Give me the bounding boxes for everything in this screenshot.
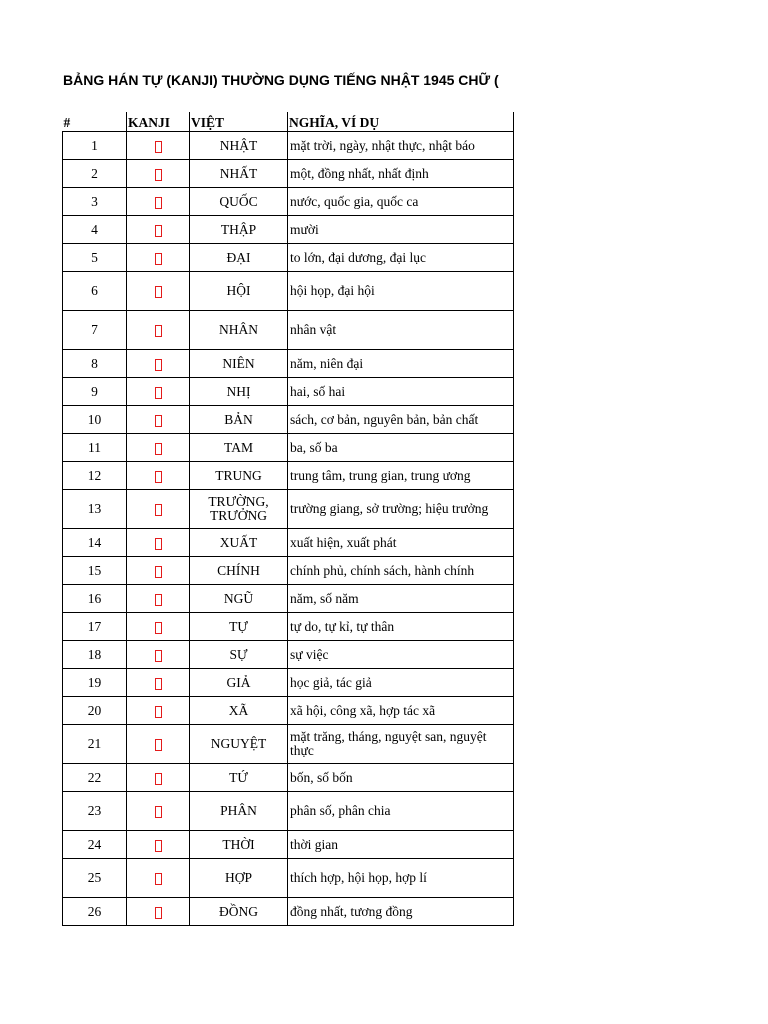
row-number: 4 [63,216,127,244]
table-row [63,792,514,831]
kanji-cell [127,585,190,613]
row-number: 19 [63,669,127,697]
row-number: 6 [63,272,127,311]
row-number: 11 [63,434,127,462]
missing-glyph-box-icon [155,141,162,153]
missing-glyph-box-icon [155,773,162,785]
missing-glyph-box-icon [155,594,162,606]
kanji-cell [127,697,190,725]
table-row [63,378,514,406]
missing-glyph-box-icon [155,873,162,885]
viet-reading: PHÂN [190,792,288,831]
meaning-example: sự việc [288,641,514,669]
kanji-cell [127,725,190,764]
meaning-example: mặt trời, ngày, nhật thực, nhật báo [288,132,514,160]
header-row [63,112,514,132]
table-row [63,244,514,272]
missing-glyph-box-icon [155,169,162,181]
missing-glyph-box-icon [155,622,162,634]
missing-glyph-box-icon [155,415,162,427]
meaning-example: hai, số hai [288,378,514,406]
meaning-example: bốn, số bốn [288,764,514,792]
kanji-cell [127,462,190,490]
meaning-example: chính phủ, chính sách, hành chính [288,557,514,585]
kanji-cell [127,831,190,859]
meaning-example: trường giang, sở trường; hiệu trưởng [288,490,514,529]
row-number: 7 [63,311,127,350]
meaning-example: nhân vật [288,311,514,350]
viet-reading: BẢN [190,406,288,434]
missing-glyph-box-icon [155,504,162,516]
viet-reading: SỰ [190,641,288,669]
table-row [63,350,514,378]
kanji-cell [127,669,190,697]
row-number: 24 [63,831,127,859]
viet-reading: TRƯỜNG, TRƯỞNG [190,490,288,529]
row-number: 26 [63,898,127,926]
missing-glyph-box-icon [155,253,162,265]
missing-glyph-box-icon [155,197,162,209]
viet-reading: HỘI [190,272,288,311]
meaning-example: sách, cơ bản, nguyên bản, bản chất [288,406,514,434]
missing-glyph-box-icon [155,325,162,337]
row-number: 21 [63,725,127,764]
meaning-example: thời gian [288,831,514,859]
title-container [63,68,513,92]
viet-reading: NGUYỆT [190,725,288,764]
row-number: 14 [63,529,127,557]
meaning-example: xuất hiện, xuất phát [288,529,514,557]
kanji-cell [127,859,190,898]
kanji-cell [127,792,190,831]
table-row [63,272,514,311]
table-row [63,641,514,669]
kanji-cell [127,613,190,641]
row-number: 3 [63,188,127,216]
kanji-cell [127,350,190,378]
kanji-cell [127,378,190,406]
meaning-example: năm, niên đại [288,350,514,378]
table-row [63,585,514,613]
viet-reading: ĐẠI [190,244,288,272]
meaning-example: trung tâm, trung gian, trung ương [288,462,514,490]
kanji-cell [127,311,190,350]
viet-reading: QUỐC [190,188,288,216]
row-number: 25 [63,859,127,898]
kanji-cell [127,641,190,669]
missing-glyph-box-icon [155,650,162,662]
missing-glyph-box-icon [155,840,162,852]
table-row [63,406,514,434]
viet-reading: CHÍNH [190,557,288,585]
header-nghia: NGHĨA, VÍ DỤ [288,112,514,132]
missing-glyph-box-icon [155,739,162,751]
kanji-cell [127,132,190,160]
missing-glyph-box-icon [155,538,162,550]
missing-glyph-box-icon [155,566,162,578]
meaning-example: một, đồng nhất, nhất định [288,160,514,188]
viet-reading: NHẤT [190,160,288,188]
table-row [63,434,514,462]
viet-reading: NHỊ [190,378,288,406]
table-row [63,697,514,725]
row-number: 13 [63,490,127,529]
kanji-cell [127,898,190,926]
row-number: 16 [63,585,127,613]
meaning-example: đồng nhất, tương đồng [288,898,514,926]
viet-reading: HỢP [190,859,288,898]
viet-reading: NIÊN [190,350,288,378]
meaning-example: mười [288,216,514,244]
meaning-example: phân số, phân chia [288,792,514,831]
row-number: 2 [63,160,127,188]
meaning-example: mặt trăng, tháng, nguyệt san, nguyệt thực [288,725,514,764]
header-viet: VIỆT [190,112,288,132]
row-number: 15 [63,557,127,585]
viet-reading: THỜI [190,831,288,859]
kanji-cell [127,406,190,434]
table-row [63,725,514,764]
row-number: 12 [63,462,127,490]
kanji-table [62,112,514,926]
table-row [63,859,514,898]
missing-glyph-box-icon [155,387,162,399]
row-number: 10 [63,406,127,434]
row-number: 22 [63,764,127,792]
kanji-cell [127,272,190,311]
missing-glyph-box-icon [155,286,162,298]
viet-reading: GIẢ [190,669,288,697]
missing-glyph-box-icon [155,806,162,818]
kanji-cell [127,216,190,244]
meaning-example: tự do, tự kỉ, tự thân [288,613,514,641]
kanji-cell [127,434,190,462]
viet-reading: THẬP [190,216,288,244]
meaning-example: xã hội, công xã, hợp tác xã [288,697,514,725]
viet-reading: NHÂN [190,311,288,350]
table-row [63,669,514,697]
missing-glyph-box-icon [155,907,162,919]
meaning-example: nước, quốc gia, quốc ca [288,188,514,216]
table-row [63,490,514,529]
viet-reading: ĐỒNG [190,898,288,926]
table-row [63,557,514,585]
missing-glyph-box-icon [155,706,162,718]
row-number: 5 [63,244,127,272]
viet-reading: XUẤT [190,529,288,557]
table-row [63,132,514,160]
kanji-cell [127,557,190,585]
table-row [63,764,514,792]
table-row [63,831,514,859]
row-number: 9 [63,378,127,406]
row-number: 17 [63,613,127,641]
viet-reading: XÃ [190,697,288,725]
row-number: 8 [63,350,127,378]
kanji-cell [127,764,190,792]
kanji-cell [127,490,190,529]
viet-reading: TAM [190,434,288,462]
viet-reading: TRUNG [190,462,288,490]
kanji-cell [127,244,190,272]
row-number: 20 [63,697,127,725]
table-row [63,311,514,350]
meaning-example: học giả, tác giả [288,669,514,697]
meaning-example: năm, số năm [288,585,514,613]
row-number: 23 [63,792,127,831]
table-row [63,188,514,216]
meaning-example: to lớn, đại dương, đại lục [288,244,514,272]
kanji-cell [127,188,190,216]
viet-reading: TỰ [190,613,288,641]
table-row [63,216,514,244]
table-row [63,462,514,490]
page-title: BẢNG HÁN TỰ (KANJI) THƯỜNG DỤNG TIẾNG NHẬT 1945 CHỮ ( [63,72,499,88]
table-body [63,132,514,926]
kanji-cell [127,160,190,188]
missing-glyph-box-icon [155,443,162,455]
meaning-example: ba, số ba [288,434,514,462]
kanji-cell [127,529,190,557]
header-num: # [63,112,127,132]
table-row [63,613,514,641]
row-number: 18 [63,641,127,669]
row-number: 1 [63,132,127,160]
viet-reading: TỨ [190,764,288,792]
table-row [63,529,514,557]
missing-glyph-box-icon [155,678,162,690]
table-row [63,898,514,926]
missing-glyph-box-icon [155,471,162,483]
missing-glyph-box-icon [155,359,162,371]
meaning-example: thích hợp, hội họp, hợp lí [288,859,514,898]
meaning-example: hội họp, đại hội [288,272,514,311]
header-kanji: KANJI [127,112,190,132]
viet-reading: NHẬT [190,132,288,160]
table-row [63,160,514,188]
missing-glyph-box-icon [155,225,162,237]
viet-reading: NGŨ [190,585,288,613]
